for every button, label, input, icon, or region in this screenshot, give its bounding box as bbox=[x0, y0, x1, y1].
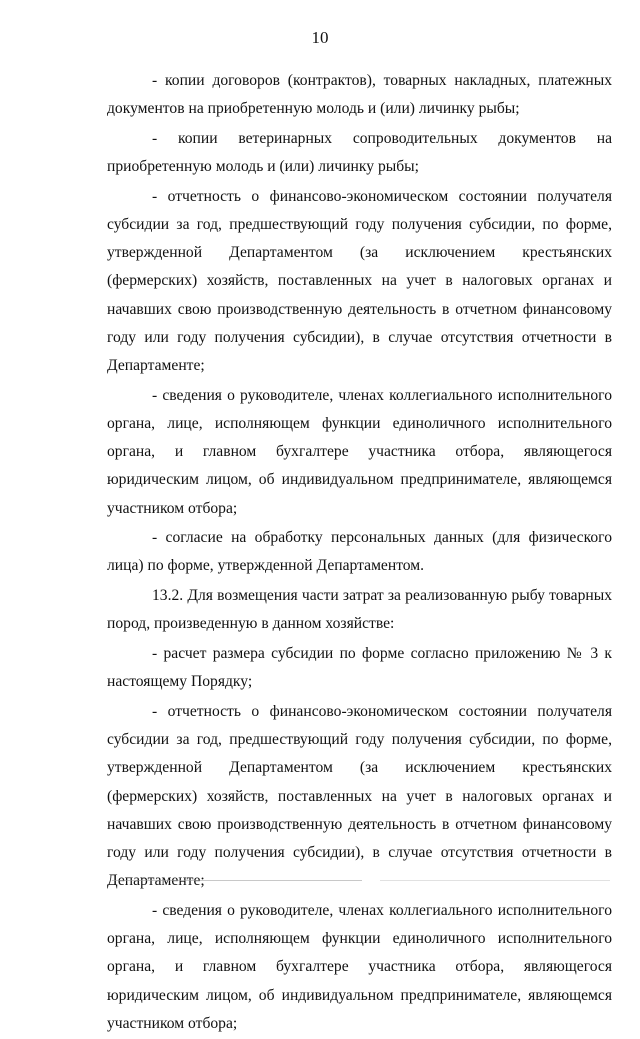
paragraph-contracts-copies: - копии договоров (контрактов), товарных накладных, платежных документов на приобретенную молодь и (или) личинку рыбы; bbox=[107, 72, 612, 118]
paragraph-financial-report-2: - отчетность о финансово-экономическом состоянии получателя субсидии за год, предшествующий году получения субсидии, по форме, утвержденной Департаментом (за исключением крестьянских (фермерских) хозяйств, поставленных на учет в налоговых органах и начавших свою производственную деятельность в отчетном финансовому году или году получения субсидии), в случае отсутствия отчетности в Департаменте; bbox=[107, 702, 612, 890]
footer-divider-faint bbox=[380, 880, 610, 881]
paragraph-management-info-2: - сведения о руководителе, членах коллегиального исполнительного органа, лице, исполняющем функции единоличного исполнительного органа, и главном бухгалтере участника отбора, являющегося юридическим лицом, об индивидуальном предпринимателе, являющемся участником отбора; bbox=[107, 901, 612, 1032]
footer-divider bbox=[112, 880, 362, 881]
paragraph-financial-report: - отчетность о финансово-экономическом состоянии получателя субсидии за год, предшествующий году получения субсидии, по форме, утвержденной Департаментом (за исключением крестьянских (фермерских) хозяйств, поставленных на учет в налоговых органах и начавших свою производственную деятельность в отчетном финансовому году или году получения субсидии), в случае отсутствия отчетности в Департаменте; bbox=[107, 187, 612, 375]
paragraph-personal-data-consent: - согласие на обработку персональных данных (для физического лица) по форме, утвержденной Департаментом. bbox=[107, 529, 612, 575]
paragraph-section-13-2: 13.2. Для возмещения части затрат за реализованную рыбу товарных пород, произведенную в данном хозяйстве: bbox=[107, 587, 612, 633]
page-number: 10 bbox=[311, 28, 329, 47]
paragraph-management-info: - сведения о руководителе, членах коллегиального исполнительного органа, лице, исполняющем функции единоличного исполнительного органа, и главном бухгалтере участника отбора, являющегося юридическим лицом, об индивидуальном предпринимателе, являющемся участником отбора; bbox=[107, 386, 612, 517]
paragraph-subsidy-calculation: - расчет размера субсидии по форме согласно приложению № 3 к настоящему Порядку; bbox=[107, 645, 612, 691]
paragraph-veterinary-documents: - копии ветеринарных сопроводительных документов на приобретенную молодь и (или) личинку рыбы; bbox=[107, 129, 612, 176]
document-body bbox=[107, 67, 612, 1039]
